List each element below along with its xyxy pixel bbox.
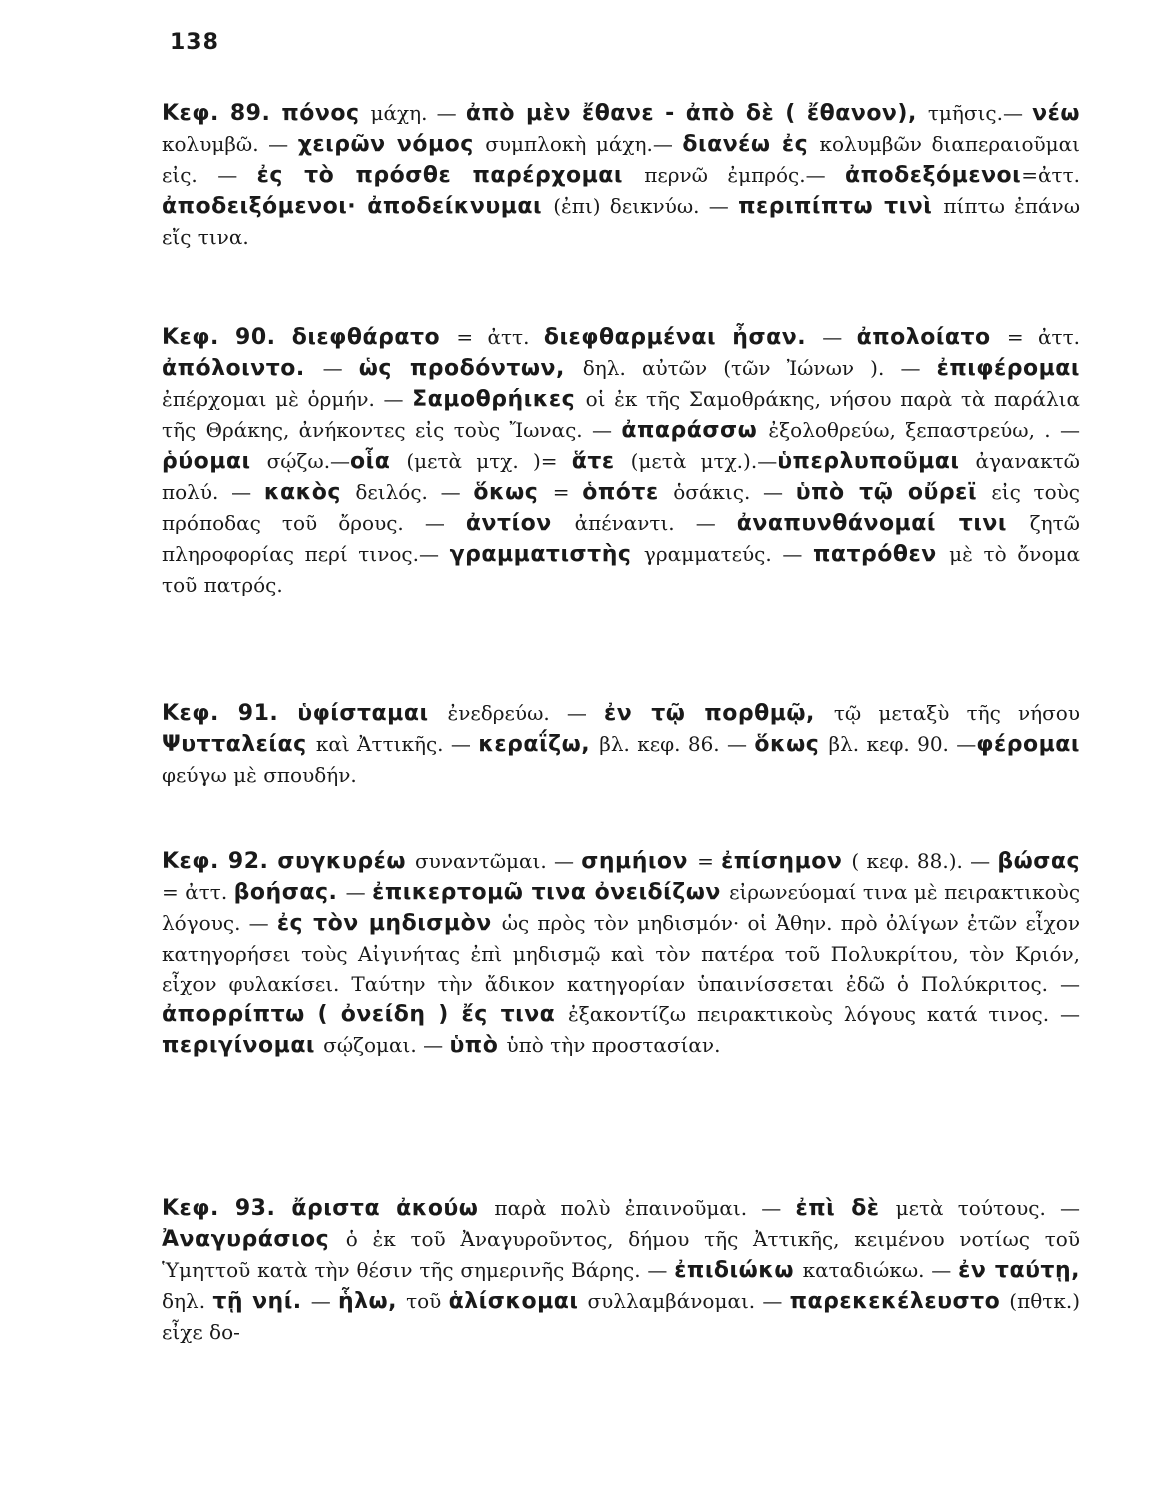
gloss-text: ἀγανακτῶ πολύ. —: [162, 449, 1080, 504]
gloss-text: εἰρωνεύομαί τινα μὲ πειρακτικοὺς λόγους. —: [162, 880, 1081, 935]
gloss-text: —: [322, 356, 359, 380]
lemma-term: ἀντίον: [465, 511, 575, 536]
lemma-term: χειρῶν νόμος: [297, 132, 486, 157]
gloss-text: τμῆσις.—: [927, 101, 1033, 125]
lemma-term: ἁλίσκομαι: [448, 1289, 588, 1314]
lemma-term: ἀναπυνθάνομαί τινι: [736, 511, 1030, 536]
lemma-term: Σαμοθρήικες: [412, 387, 586, 412]
gloss-text: περνῶ ἐμπρός.—: [644, 163, 846, 187]
lemma-term: ἐν τῷ πορθμῷ,: [604, 701, 834, 726]
lemma-term: ἀποδεξόμενοι: [845, 163, 1022, 188]
gloss-text: ὁ ἐκ τοῦ Ἀναγυροῦντος, δήμου τῆς Ἀττικῆς, κειμένου νοτίως τοῦ Ὑμηττοῦ κατὰ τὴν θέσιν τῆς σημερινῆς Βάρης. —: [162, 1227, 1080, 1282]
gloss-text: βλ. κεφ. 86. —: [599, 732, 755, 756]
gloss-text: παρὰ πολὺ ἐπαινοῦμαι. —: [494, 1196, 796, 1220]
gloss-text: (πθτκ.) εἶχε δο-: [162, 1289, 1080, 1344]
gloss-text: μὲ τὸ ὄνομα τοῦ πατρός.: [162, 542, 1080, 597]
lemma-term: κεραΐζω,: [478, 732, 600, 757]
chapter-93-paragraph: [162, 1193, 1080, 1347]
lemma-term: βοήσας.: [233, 880, 346, 905]
lemma-term: ἐπικερτομῶ τινα ὀνειδίζων: [372, 880, 730, 905]
gloss-text: βλ. κεφ. 90. —: [828, 732, 977, 756]
gloss-text: ὡς πρὸς τὸν μηδισμόν· οἱ Ἀθην. πρὸ ὀλίγων ἐτῶν εἶχον κατηγορήσει τοὺς Αἰγινήτας ἐπὶ μηδισμῷ καὶ τὸν πατέρα τοῦ Πολυκρίτου, τὸν Κριόν, εἶχον φυλακίσει. Ταύτην τὴν ἄδικον κατηγορίαν ὑπαινίσσεται ἐδῶ ὁ Πολύκριτος. —: [162, 911, 1080, 996]
lemma-term: Κεφ. 93. ἄριστα ἀκούω: [162, 1196, 495, 1221]
gloss-text: ( κεφ. 88.). —: [851, 849, 998, 873]
lemma-term: ὑπὸ: [449, 1033, 507, 1058]
lemma-term: ὁπότε: [582, 480, 674, 505]
lemma-term: ἀπολοίατο: [856, 325, 1007, 350]
gloss-text: =: [552, 480, 583, 504]
lemma-term: Κεφ. 89. πόνος: [162, 101, 371, 126]
gloss-text: ἐπέρχομαι μὲ ὁρμήν. —: [162, 387, 413, 411]
gloss-text: ὑπὸ τὴν προστασίαν.: [506, 1033, 721, 1057]
lemma-term: ὑπὸ τῷ οὔρεϊ: [795, 480, 992, 505]
lemma-term: φέρομαι: [976, 732, 1080, 757]
lemma-term: διανέω ἐς: [682, 132, 820, 157]
gloss-text: οἱ ἐκ τῆς Σαμοθράκης, νήσου παρὰ τὰ παράλια τῆς Θράκης, ἀνήκοντες εἰς τοὺς Ἴωνας. —: [162, 387, 1080, 442]
gloss-text: μετὰ τούτους. —: [895, 1196, 1081, 1220]
lemma-term: γραμματιστὴς: [449, 542, 644, 567]
gloss-text: (ἐπι) δεικνύω. —: [553, 194, 739, 218]
lemma-term: ὅκως: [754, 732, 829, 757]
lemma-term: ὡς προδόντων,: [358, 356, 583, 381]
gloss-text: συλλαμβάνομαι. —: [587, 1289, 790, 1313]
lemma-term: ἐπίσημον: [721, 849, 852, 874]
gloss-text: =ἀττ.: [1021, 163, 1080, 187]
lemma-term: περιπίπτω τινὶ: [738, 194, 944, 219]
lemma-term: ἀπαράσσω: [621, 418, 769, 443]
gloss-text: = ἀττ.: [456, 325, 544, 349]
gloss-text: γραμματεύς. —: [643, 542, 813, 566]
gloss-text: τῷ μεταξὺ τῆς νήσου: [833, 701, 1081, 725]
lemma-term: ἀπορρίπτω ( ὀνείδη ) ἔς τινα: [162, 1002, 569, 1027]
lemma-term: ἀποδειξόμενοι· ἀποδείκνυμαι: [162, 194, 554, 219]
lemma-term: ἐς τὸ πρόσθε παρέρχομαι: [256, 163, 645, 188]
gloss-text: σῴζω.—: [266, 449, 351, 473]
lemma-term: ἐπιδιώκω: [674, 1258, 803, 1283]
lemma-term: οἷα: [350, 449, 407, 474]
lemma-term: κακὸς: [263, 480, 356, 505]
gloss-text: φεύγω μὲ σπουδήν.: [162, 763, 357, 787]
lemma-term: Ἀναγυράσιος: [162, 1227, 346, 1252]
lemma-term: διεφθαρμέναι ἦσαν.: [543, 325, 823, 350]
gloss-text: συμπλοκὴ μάχη.—: [485, 132, 683, 156]
chapter-89-paragraph: [162, 98, 1080, 252]
lemma-term: βώσας: [997, 849, 1080, 874]
gloss-text: μάχη. —: [370, 101, 466, 125]
gloss-text: =: [697, 849, 722, 873]
gloss-text: ἀπέναντι. —: [574, 511, 737, 535]
gloss-text: ὁσάκις. —: [673, 480, 796, 504]
gloss-text: —: [310, 1289, 338, 1313]
gloss-text: συναντῶμαι. —: [415, 849, 582, 873]
gloss-text: —: [345, 880, 373, 904]
lemma-term: ἐπιφέρομαι: [936, 356, 1080, 381]
gloss-text: δηλ. αὐτῶν (τῶν Ἰώνων ). —: [582, 356, 937, 380]
gloss-text: ζητῶ πληροφορίας περί τινος.—: [162, 511, 1080, 566]
lemma-term: πατρόθεν: [812, 542, 950, 567]
gloss-text: δηλ.: [162, 1289, 213, 1313]
lemma-term: ὅκως: [473, 480, 553, 505]
page-number: 138: [170, 30, 219, 55]
chapter-92-paragraph: [162, 846, 1080, 1061]
lemma-term: Κεφ. 90. διεφθάρατο: [162, 325, 457, 350]
lemma-term: ὑπερλυποῦμαι: [777, 449, 976, 474]
lemma-term: Κεφ. 91. ὑφίσταμαι: [162, 701, 448, 726]
lemma-term: τῇ νηί.: [212, 1289, 311, 1314]
lemma-term: ἐν ταύτῃ,: [958, 1258, 1080, 1283]
lemma-term: ἐς τὸν μηδισμὸν: [276, 911, 502, 936]
lemma-term: ἧλω,: [337, 1289, 407, 1314]
gloss-text: ἐξολοθρεύω, ξεπαστρεύω, . —: [768, 418, 1080, 442]
gloss-text: καταδιώκω. —: [802, 1258, 959, 1282]
lemma-term: Ψυτταλείας: [162, 732, 316, 757]
chapter-90-paragraph: [162, 322, 1080, 600]
gloss-text: εἰς τοὺς πρόποδας τοῦ ὄρους. —: [162, 480, 1081, 535]
gloss-text: ἐνεδρεύω. —: [447, 701, 605, 725]
gloss-text: —: [822, 325, 857, 349]
chapter-91-paragraph: [162, 698, 1080, 790]
gloss-text: καὶ Ἀττικῆς. —: [315, 732, 479, 756]
lemma-term: ἀπὸ μὲν ἔθανε - ἀπὸ δὲ ( ἔθανον),: [465, 101, 928, 126]
gloss-text: κολυμβῶ. —: [162, 132, 298, 156]
gloss-text: κολυμβῶν διαπεραιοῦμαι εἰς. —: [162, 132, 1081, 187]
lemma-term: ῥύομαι: [162, 449, 267, 474]
lemma-term: νέω: [1032, 101, 1081, 126]
gloss-text: (μετὰ μτχ.).—: [630, 449, 778, 473]
gloss-text: σῴζομαι. —: [323, 1033, 450, 1057]
lemma-term: ἅτε: [571, 449, 631, 474]
gloss-text: = ἀττ.: [1006, 325, 1081, 349]
gloss-text: τοῦ: [406, 1289, 449, 1313]
lemma-term: Κεφ. 92. συγκυρέω: [162, 849, 416, 874]
lemma-term: ἐπὶ δὲ: [795, 1196, 896, 1221]
lemma-term: παρεκεκέλευστο: [789, 1289, 1010, 1314]
gloss-text: = ἀττ.: [162, 880, 234, 904]
lemma-term: ἀπόλοιντο.: [162, 356, 323, 381]
lemma-term: σημήιον: [581, 849, 698, 874]
gloss-text: (μετὰ μτχ. )=: [406, 449, 572, 473]
lemma-term: περιγίνομαι: [162, 1033, 324, 1058]
gloss-text: ἐξακοντίζω πειρακτικοὺς λόγους κατά τινος. —: [568, 1002, 1080, 1026]
gloss-text: δειλός. —: [355, 480, 474, 504]
gloss-text: πίπτω ἐπάνω εἴς τινα.: [162, 194, 1081, 249]
